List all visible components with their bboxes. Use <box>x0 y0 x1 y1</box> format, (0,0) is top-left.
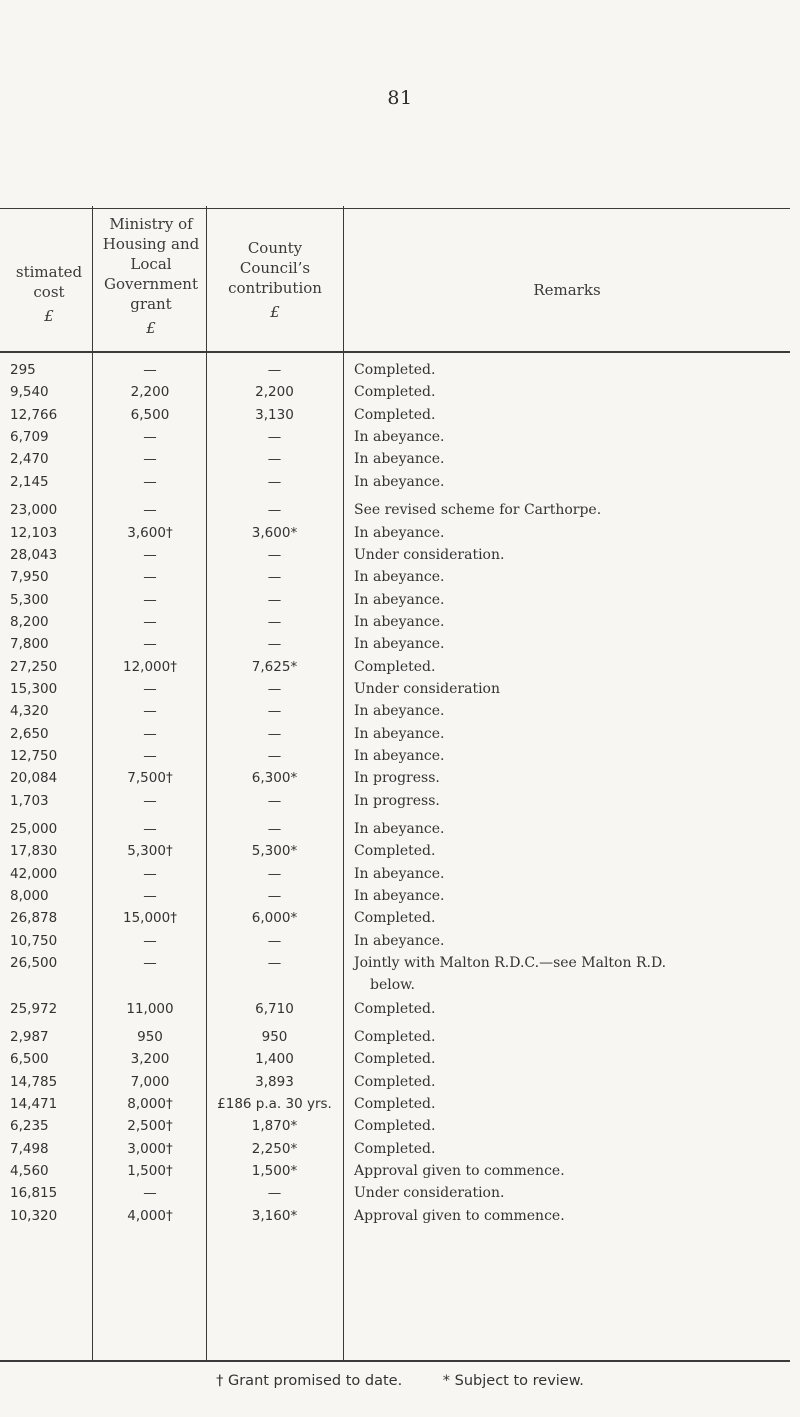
table-row <box>0 362 800 385</box>
remarks-cell: In abeyance. <box>354 703 445 720</box>
cost-cell: 16,815 <box>10 1185 58 1202</box>
county-contribution-cell: — <box>267 821 282 837</box>
county-contribution-cell: 3,893 <box>255 1073 294 1090</box>
county-contribution-cell: — <box>267 932 282 949</box>
remarks-cell: Under consideration. <box>354 546 505 563</box>
cost-cell: 17,830 <box>10 843 58 860</box>
table-row <box>0 614 800 637</box>
table-row <box>0 933 800 956</box>
header-cost-line-1: stimated <box>15 263 83 281</box>
remarks-cell: In progress. <box>354 792 440 809</box>
header-bottom-rule <box>0 351 790 353</box>
cost-cell: 1,703 <box>10 792 49 809</box>
table-row <box>0 1096 800 1119</box>
ministry-grant-cell: 12,000† <box>123 658 177 675</box>
cost-cell: 2,470 <box>10 451 49 468</box>
ministry-grant-cell: — <box>143 451 157 468</box>
county-contribution-cell: 5,300* <box>251 843 298 860</box>
ministry-grant-cell: — <box>143 429 157 446</box>
cost-cell: 14,785 <box>10 1073 58 1090</box>
cost-cell: 5,300 <box>10 591 49 608</box>
remarks-cell: Approval given to commence. <box>354 1162 565 1179</box>
ministry-grant-cell: — <box>143 613 157 630</box>
ministry-grant-cell: 3,000† <box>127 1140 173 1157</box>
ministry-grant-cell: — <box>143 502 157 519</box>
cost-cell: 12,766 <box>10 406 58 423</box>
table-row <box>0 793 800 816</box>
header-county-contribution <box>207 238 343 322</box>
county-contribution-cell: 2,250* <box>251 1140 298 1157</box>
table-row <box>0 866 800 889</box>
remarks-cell: In abeyance. <box>354 613 445 630</box>
cost-cell: 295 <box>10 362 36 378</box>
table-row <box>0 726 800 749</box>
remarks-cell: Completed. <box>354 843 436 860</box>
remarks-cell: In progress. <box>354 770 440 787</box>
cost-cell: 10,320 <box>10 1207 58 1224</box>
remarks-cell: Completed. <box>354 1028 436 1045</box>
remarks-cell: Completed. <box>354 384 436 401</box>
ministry-grant-cell: 7,500† <box>127 770 173 787</box>
cost-cell: 42,000 <box>10 865 58 882</box>
cost-cell: 4,320 <box>10 703 49 720</box>
cost-cell: 8,200 <box>10 613 49 630</box>
ministry-grant-cell: 3,200 <box>130 1051 170 1068</box>
remarks-cell: In abeyance. <box>354 524 445 541</box>
county-contribution-cell: — <box>267 955 282 972</box>
cost-cell: 12,750 <box>10 748 58 764</box>
remarks-cell: Completed. <box>354 1000 436 1017</box>
table-row <box>0 748 800 771</box>
ministry-grant-cell: — <box>143 473 157 490</box>
header-county-line-2: Council’s <box>239 259 311 277</box>
ministry-grant-cell: — <box>143 362 157 378</box>
table-row <box>0 407 800 430</box>
ministry-grant-cell: 15,000† <box>123 910 177 927</box>
remarks-cell: In abeyance. <box>354 569 445 586</box>
county-contribution-cell: £186 p.a. 30 yrs. <box>217 1095 332 1112</box>
cost-cell: 6,500 <box>10 1051 49 1068</box>
ministry-grant-cell: — <box>143 792 157 809</box>
cost-cell: 2,650 <box>10 725 49 742</box>
remarks-cell: In abeyance. <box>354 591 445 608</box>
cost-cell: 6,235 <box>10 1118 49 1135</box>
county-contribution-cell: — <box>267 502 282 519</box>
table-row <box>0 1051 800 1074</box>
ministry-grant-cell: 8,000† <box>127 1095 173 1112</box>
ministry-grant-cell: 3,600† <box>127 524 173 541</box>
table-row <box>0 525 800 548</box>
cost-cell: 7,498 <box>10 1140 49 1157</box>
header-ministry-unit: £ <box>146 319 156 337</box>
table-row <box>0 1141 800 1164</box>
cost-cell: 25,972 <box>10 1000 58 1017</box>
table-row <box>0 888 800 911</box>
header-cost-line-2: cost <box>33 283 65 301</box>
county-contribution-cell: — <box>267 636 282 653</box>
table-row <box>0 569 800 592</box>
header-ministry-line-2: Housing and <box>102 235 200 253</box>
table-top-rule <box>0 208 790 209</box>
remarks-cell: Completed. <box>354 658 436 675</box>
county-contribution-cell: 1,400 <box>255 1051 294 1068</box>
ministry-grant-cell: — <box>143 591 157 608</box>
county-contribution-cell: — <box>267 888 282 905</box>
table-row <box>0 1029 800 1052</box>
page-number: 81 <box>387 87 413 109</box>
header-ministry-line-1: Ministry of <box>109 215 193 233</box>
ministry-grant-cell: — <box>143 821 157 837</box>
cost-cell: 14,471 <box>10 1095 58 1112</box>
remarks-cell: Completed. <box>354 1095 436 1112</box>
remarks-cell: Completed. <box>354 406 436 423</box>
remarks-cell: In abeyance. <box>354 473 445 490</box>
county-contribution-cell: 6,710 <box>255 1000 294 1017</box>
ministry-grant-cell: — <box>143 680 157 697</box>
county-contribution-cell: — <box>267 569 282 586</box>
remarks-cell: Completed. <box>354 1051 436 1068</box>
county-contribution-cell: — <box>267 473 282 490</box>
county-contribution-cell: 3,160* <box>251 1207 298 1224</box>
table-row <box>0 1163 800 1186</box>
county-contribution-cell: 950 <box>261 1028 288 1045</box>
county-contribution-cell: — <box>267 546 282 563</box>
ministry-grant-cell: — <box>143 703 157 720</box>
ministry-grant-cell: 4,000† <box>127 1207 173 1224</box>
county-contribution-cell: 7,625* <box>251 658 298 675</box>
remarks-cell: In abeyance. <box>354 888 445 905</box>
header-ministry-line-5: grant <box>130 295 172 313</box>
table-row <box>0 502 800 525</box>
ministry-grant-cell: 2,500† <box>127 1118 173 1135</box>
remarks-cell: In abeyance. <box>354 429 445 446</box>
cost-cell: 7,950 <box>10 569 49 586</box>
county-contribution-cell: — <box>267 362 282 378</box>
ministry-grant-cell: 950 <box>137 1028 163 1045</box>
cost-cell: 8,000 <box>10 888 49 905</box>
ministry-grant-cell: — <box>143 865 157 882</box>
remarks-cell: In abeyance. <box>354 451 445 468</box>
cost-cell: 25,000 <box>10 821 58 837</box>
table-row <box>0 1074 800 1097</box>
cost-cell: 26,500 <box>10 955 58 972</box>
ministry-grant-cell: — <box>143 888 157 905</box>
remarks-cell: Under consideration <box>354 680 500 697</box>
table-row <box>0 474 800 497</box>
header-county-line-1: County <box>247 239 303 257</box>
header-ministry-line-4: Government <box>104 275 198 293</box>
header-ministry-line-3: Local <box>130 255 172 273</box>
cost-cell: 28,043 <box>10 546 58 563</box>
remarks-cell: In abeyance. <box>354 821 445 837</box>
table-row <box>0 1208 800 1231</box>
table-row <box>0 910 800 933</box>
county-contribution-cell: 6,000* <box>251 910 298 927</box>
county-contribution-cell: — <box>267 1185 282 1202</box>
ministry-grant-cell: 6,500 <box>130 406 170 423</box>
county-contribution-cell: 3,130 <box>255 406 294 423</box>
ministry-grant-cell: 11,000 <box>126 1000 174 1017</box>
remarks-cell: Completed. <box>354 910 436 927</box>
table-row <box>0 1001 800 1024</box>
cost-cell: 10,750 <box>10 932 58 949</box>
table-row <box>0 451 800 474</box>
table-bottom-rule <box>0 1360 790 1362</box>
remarks-cell: Completed. <box>354 1140 436 1157</box>
county-contribution-cell: — <box>267 680 282 697</box>
county-contribution-cell: — <box>267 591 282 608</box>
footnotes <box>0 1373 800 1389</box>
remarks-cell: In abeyance. <box>354 932 445 949</box>
county-contribution-cell: — <box>267 429 282 446</box>
remarks-cell-continued: below. <box>370 977 415 994</box>
header-remarks: Remarks <box>533 281 601 299</box>
table-row <box>0 821 800 844</box>
ministry-grant-cell: — <box>143 1185 157 1202</box>
remarks-cell: In abeyance. <box>354 865 445 882</box>
table-row <box>0 592 800 615</box>
remarks-cell: Approval given to commence. <box>354 1207 565 1224</box>
cost-cell: 2,987 <box>10 1028 49 1045</box>
table-row <box>0 1185 800 1208</box>
remarks-cell: In abeyance. <box>354 748 445 764</box>
county-contribution-cell: — <box>267 725 282 742</box>
county-contribution-cell: — <box>267 451 282 468</box>
cost-cell: 26,878 <box>10 910 58 927</box>
remarks-cell: Completed. <box>354 362 436 378</box>
header-county-unit: £ <box>270 303 280 321</box>
ministry-grant-cell: — <box>143 636 157 653</box>
county-contribution-cell: — <box>267 703 282 720</box>
table-row <box>0 955 800 994</box>
ministry-grant-cell: — <box>143 955 157 972</box>
ministry-grant-cell: 7,000 <box>130 1073 170 1090</box>
cost-cell: 15,300 <box>10 680 58 697</box>
county-contribution-cell: 2,200 <box>255 384 294 401</box>
table-row <box>0 1118 800 1141</box>
header-estimated-cost <box>14 262 84 326</box>
county-contribution-cell: 1,500* <box>251 1162 298 1179</box>
table-row <box>0 384 800 407</box>
table-row <box>0 703 800 726</box>
remarks-cell: Under consideration. <box>354 1185 505 1202</box>
ministry-grant-cell: — <box>143 546 157 563</box>
header-county-line-3: contribution <box>228 279 322 297</box>
table-row <box>0 547 800 570</box>
remarks-cell: In abeyance. <box>354 636 445 653</box>
county-contribution-cell: — <box>267 792 282 809</box>
cost-cell: 23,000 <box>10 502 58 519</box>
footnote-asterisk: * Subject to review. <box>442 1373 584 1389</box>
county-contribution-cell: — <box>267 865 282 882</box>
county-contribution-cell: — <box>267 748 282 764</box>
county-contribution-cell: — <box>267 613 282 630</box>
county-contribution-cell: 6,300* <box>251 770 298 787</box>
cost-cell: 2,145 <box>10 473 49 490</box>
remarks-cell: Completed. <box>354 1073 436 1090</box>
cost-cell: 4,560 <box>10 1162 49 1179</box>
header-ministry-grant <box>96 214 206 338</box>
footnote-dagger: † Grant promised to date. <box>216 1373 403 1389</box>
county-contribution-cell: 1,870* <box>251 1118 298 1135</box>
table-row <box>0 429 800 452</box>
cost-cell: 7,800 <box>10 636 49 653</box>
table-row <box>0 636 800 659</box>
table-row <box>0 770 800 793</box>
cost-cell: 12,103 <box>10 524 58 541</box>
ministry-grant-cell: — <box>143 748 157 764</box>
ministry-grant-cell: — <box>143 569 157 586</box>
cost-cell: 20,084 <box>10 770 58 787</box>
table-row <box>0 659 800 682</box>
header-cost-unit: £ <box>44 307 54 325</box>
remarks-cell: See revised scheme for Carthorpe. <box>354 502 602 519</box>
ministry-grant-cell: 1,500† <box>127 1162 173 1179</box>
remarks-cell: Jointly with Malton R.D.C.—see Malton R.D. <box>354 955 667 972</box>
table-row <box>0 843 800 866</box>
cost-cell: 6,709 <box>10 429 49 446</box>
ministry-grant-cell: 5,300† <box>127 843 173 860</box>
remarks-cell: In abeyance. <box>354 725 445 742</box>
ministry-grant-cell: 2,200 <box>130 384 170 401</box>
table-row <box>0 681 800 704</box>
remarks-cell: Completed. <box>354 1118 436 1135</box>
cost-cell: 27,250 <box>10 658 58 675</box>
ministry-grant-cell: — <box>143 725 157 742</box>
county-contribution-cell: 3,600* <box>251 524 298 541</box>
cost-cell: 9,540 <box>10 384 49 401</box>
ministry-grant-cell: — <box>143 932 157 949</box>
